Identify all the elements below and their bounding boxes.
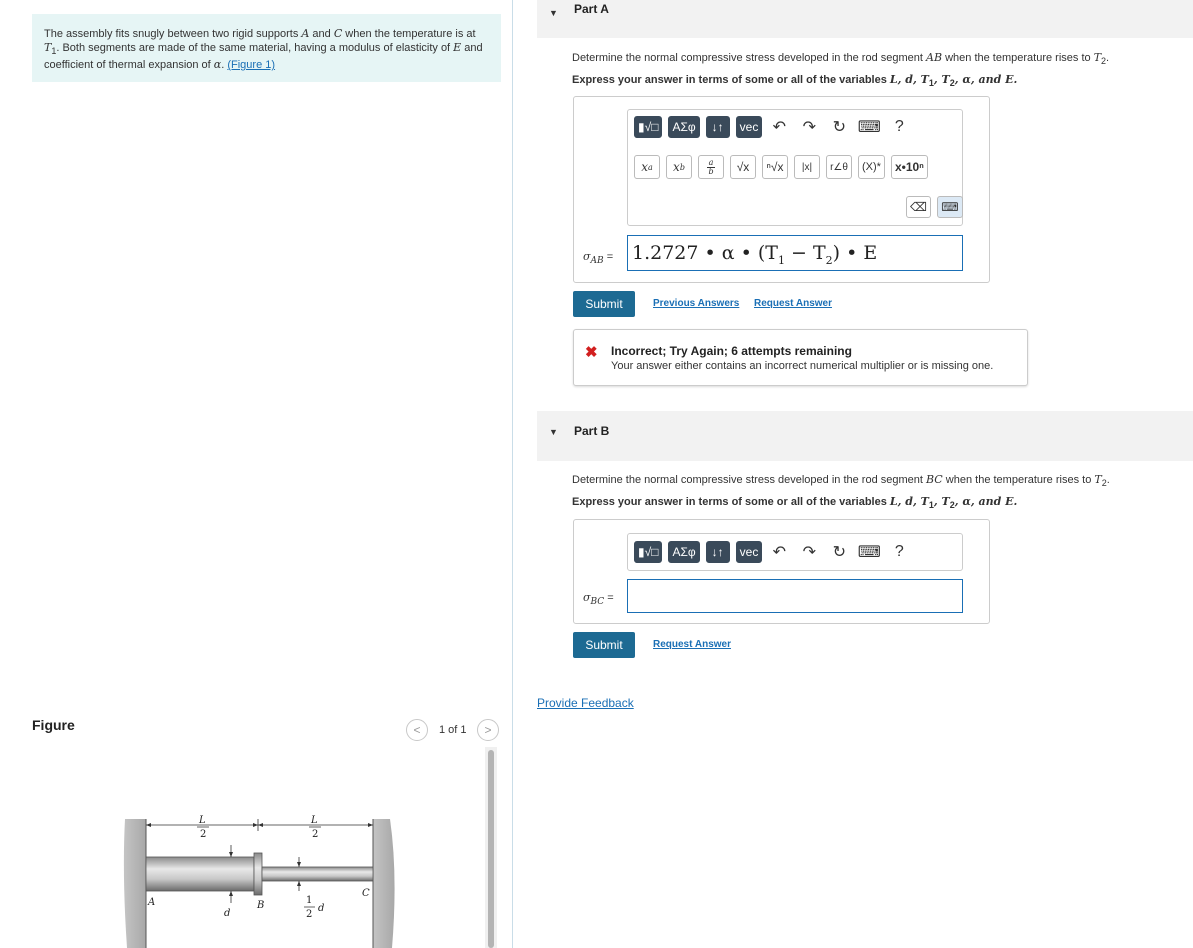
btn-glyph: a bbox=[648, 162, 653, 172]
sigma-sub: AB bbox=[590, 256, 604, 267]
greek-button[interactable]: ΑΣφ bbox=[668, 541, 699, 563]
part-b-instructions bbox=[572, 495, 1017, 510]
incorrect-x-icon: ✖ bbox=[585, 344, 598, 361]
keyboard-icon[interactable]: ⌨ bbox=[857, 119, 881, 136]
help-icon[interactable]: ? bbox=[894, 118, 904, 135]
btn-glyph: b bbox=[708, 166, 714, 176]
keypad-icon[interactable]: ⌨ bbox=[937, 196, 963, 218]
sigma-bc-label bbox=[583, 591, 614, 607]
figure-scrollbar-thumb[interactable] bbox=[488, 750, 494, 948]
answer-text: − T bbox=[784, 242, 826, 264]
instr-sub: 2 bbox=[949, 78, 955, 89]
sigma-sub: BC bbox=[590, 597, 605, 608]
part-b-header[interactable] bbox=[537, 411, 1193, 461]
instr-text: Express your answer in terms of some or all of the variables bbox=[572, 74, 890, 86]
question-text: . bbox=[1106, 474, 1110, 486]
instr-vars: , α, and E. bbox=[954, 495, 1018, 508]
column-divider bbox=[512, 0, 513, 948]
instr-text: Express your answer in terms of some or all of the variables bbox=[572, 496, 890, 508]
label-two-bc: 2 bbox=[312, 829, 319, 840]
part-a-math-toolbar bbox=[627, 109, 963, 226]
instr-sub: 1 bbox=[928, 500, 934, 511]
part-b-submit-button[interactable]: Submit bbox=[573, 632, 635, 658]
part-a-question bbox=[572, 51, 1109, 66]
btn-glyph: x bbox=[673, 160, 680, 174]
reset-icon[interactable]: ↻ bbox=[832, 119, 847, 136]
sqrt-button[interactable]: √x bbox=[730, 155, 756, 179]
angle-button[interactable]: r∠θ bbox=[826, 155, 852, 179]
equals-sign: = bbox=[606, 251, 614, 263]
question-text: Determine the normal compressive stress developed in the rod segment bbox=[572, 52, 927, 64]
problem-text: and bbox=[309, 28, 334, 40]
var-alpha: α bbox=[213, 58, 222, 72]
part-a-request-answer-link[interactable]: Request Answer bbox=[754, 298, 832, 309]
question-text: Determine the normal compressive stress developed in the rod segment bbox=[572, 474, 927, 486]
part-b-question bbox=[572, 473, 1110, 488]
sigma-ab-label bbox=[583, 250, 613, 266]
var-t: T bbox=[1094, 473, 1102, 486]
undo-icon[interactable]: ↶ bbox=[772, 544, 787, 561]
problem-text: when the temperature is at bbox=[342, 28, 476, 40]
answer-text: ) • E bbox=[832, 242, 878, 264]
problem-text: . Both segments are made of the same material, having a modulus of elasticity of bbox=[56, 42, 454, 54]
provide-feedback-link[interactable]: Provide Feedback bbox=[537, 696, 634, 710]
redo-icon[interactable]: ↷ bbox=[802, 119, 817, 136]
label-half-num: 1 bbox=[306, 895, 313, 906]
instr-vars: L, d, T bbox=[889, 73, 929, 86]
btn-glyph: b bbox=[679, 162, 685, 172]
support-a-wall bbox=[124, 819, 146, 948]
label-a: A bbox=[148, 897, 156, 908]
instr-sub: 2 bbox=[949, 500, 955, 511]
figure-link[interactable]: (Figure 1) bbox=[227, 59, 276, 72]
answer-sub: 1 bbox=[777, 253, 785, 267]
var-t-sub: 2 bbox=[1101, 478, 1107, 489]
subscript-button[interactable] bbox=[666, 155, 692, 179]
undo-icon[interactable]: ↶ bbox=[772, 119, 787, 136]
rod-segment-bc bbox=[262, 867, 373, 881]
var-t: T bbox=[44, 41, 52, 54]
question-text: when the temperature rises to bbox=[942, 52, 1094, 64]
var-e: E bbox=[453, 41, 462, 54]
part-a-title: Part A bbox=[574, 2, 609, 16]
figure-pager-text: 1 of 1 bbox=[439, 724, 467, 736]
equals-sign: = bbox=[607, 592, 614, 604]
figure-next-button[interactable]: > bbox=[477, 719, 499, 741]
feedback-title: Incorrect; Try Again; 6 attempts remaining bbox=[611, 344, 852, 358]
arrows-button[interactable]: ↓↑ bbox=[706, 116, 730, 138]
conjugate-button[interactable]: (X)* bbox=[858, 155, 885, 179]
label-half-d: d bbox=[318, 903, 325, 914]
instr-vars: , T bbox=[933, 495, 950, 508]
abs-button[interactable]: |x| bbox=[794, 155, 820, 179]
help-icon[interactable]: ? bbox=[894, 543, 904, 560]
arrows-button[interactable]: ↓↑ bbox=[706, 541, 730, 563]
question-text: . bbox=[1106, 52, 1110, 64]
label-c: C bbox=[362, 888, 370, 899]
var-t-sub: 1 bbox=[51, 46, 57, 57]
keyboard-icon[interactable]: ⌨ bbox=[857, 544, 881, 561]
vec-button[interactable]: vec bbox=[736, 116, 763, 138]
part-b-title: Part B bbox=[574, 424, 610, 438]
answer-sub: 2 bbox=[825, 253, 833, 267]
superscript-button[interactable] bbox=[634, 155, 660, 179]
instr-vars: , α, and E. bbox=[954, 73, 1018, 86]
sigma-glyph: σ bbox=[583, 250, 591, 263]
support-c-wall bbox=[373, 819, 395, 948]
label-half-den: 2 bbox=[306, 909, 313, 920]
part-a-submit-button[interactable]: Submit bbox=[573, 291, 635, 317]
var-t: T bbox=[1093, 51, 1102, 64]
assembly-figure bbox=[120, 805, 405, 948]
fraction-button[interactable] bbox=[698, 155, 724, 179]
figure-title: Figure bbox=[32, 717, 75, 733]
sigma-ab-input[interactable] bbox=[627, 235, 963, 271]
segment-var: AB bbox=[926, 51, 943, 64]
label-b: B bbox=[257, 900, 265, 911]
problem-statement bbox=[32, 14, 501, 82]
instr-sub: 1 bbox=[928, 78, 934, 89]
collapse-triangle-icon[interactable]: ▼ bbox=[549, 8, 558, 18]
sci-notation-button[interactable]: x•10ⁿ bbox=[891, 155, 928, 179]
feedback-message: Your answer either contains an incorrect numerical multiplier or is missing one. bbox=[611, 360, 994, 372]
collapse-triangle-icon[interactable]: ▼ bbox=[549, 427, 558, 437]
feedback-box bbox=[573, 329, 1028, 386]
rod-segment-ab bbox=[146, 857, 254, 891]
instr-vars: , T bbox=[933, 73, 950, 86]
previous-answers-link[interactable]: Previous Answers bbox=[653, 298, 740, 309]
flange-b bbox=[254, 853, 262, 895]
part-b-answer-editor bbox=[573, 519, 990, 624]
figure-prev-button[interactable]: < bbox=[406, 719, 428, 741]
segment-var: BC bbox=[926, 473, 943, 486]
btn-glyph: x bbox=[641, 160, 648, 174]
var-a: A bbox=[301, 27, 310, 40]
label-l-ab: L bbox=[199, 815, 206, 826]
templates-button[interactable]: ▮√□ bbox=[634, 541, 662, 563]
problem-text: and coefficient of thermal expansion of bbox=[44, 42, 483, 72]
part-a-answer-editor bbox=[573, 96, 990, 283]
btn-glyph: a bbox=[708, 157, 714, 167]
part-b-request-answer-link[interactable]: Request Answer bbox=[653, 639, 731, 650]
label-two-ab: 2 bbox=[200, 829, 207, 840]
part-a-instructions bbox=[572, 73, 1017, 88]
nth-root-button[interactable]: ⁿ√x bbox=[762, 155, 788, 179]
question-text: when the temperature rises to bbox=[942, 474, 1095, 486]
var-t-sub: 2 bbox=[1101, 56, 1107, 67]
part-b-math-toolbar bbox=[627, 533, 963, 571]
instr-vars: L, d, T bbox=[889, 495, 929, 508]
backspace-icon[interactable]: ⌫ bbox=[906, 196, 931, 218]
problem-text: The assembly fits snugly between two rigid supports bbox=[44, 28, 302, 40]
label-l-bc: L bbox=[311, 815, 318, 826]
templates-button[interactable]: ▮√□ bbox=[634, 116, 662, 138]
problem-text: . bbox=[221, 59, 228, 72]
reset-icon[interactable]: ↻ bbox=[832, 544, 847, 561]
label-d: d bbox=[224, 908, 231, 919]
vec-button[interactable]: vec bbox=[736, 541, 763, 563]
part-a-header[interactable] bbox=[537, 0, 1193, 38]
greek-button[interactable]: ΑΣφ bbox=[668, 116, 699, 138]
sigma-glyph: σ bbox=[583, 591, 591, 604]
answer-text: 1.2727 • α • (T bbox=[632, 242, 778, 264]
redo-icon[interactable]: ↷ bbox=[802, 544, 817, 561]
var-c: C bbox=[333, 27, 343, 40]
sigma-bc-input[interactable] bbox=[627, 579, 963, 613]
